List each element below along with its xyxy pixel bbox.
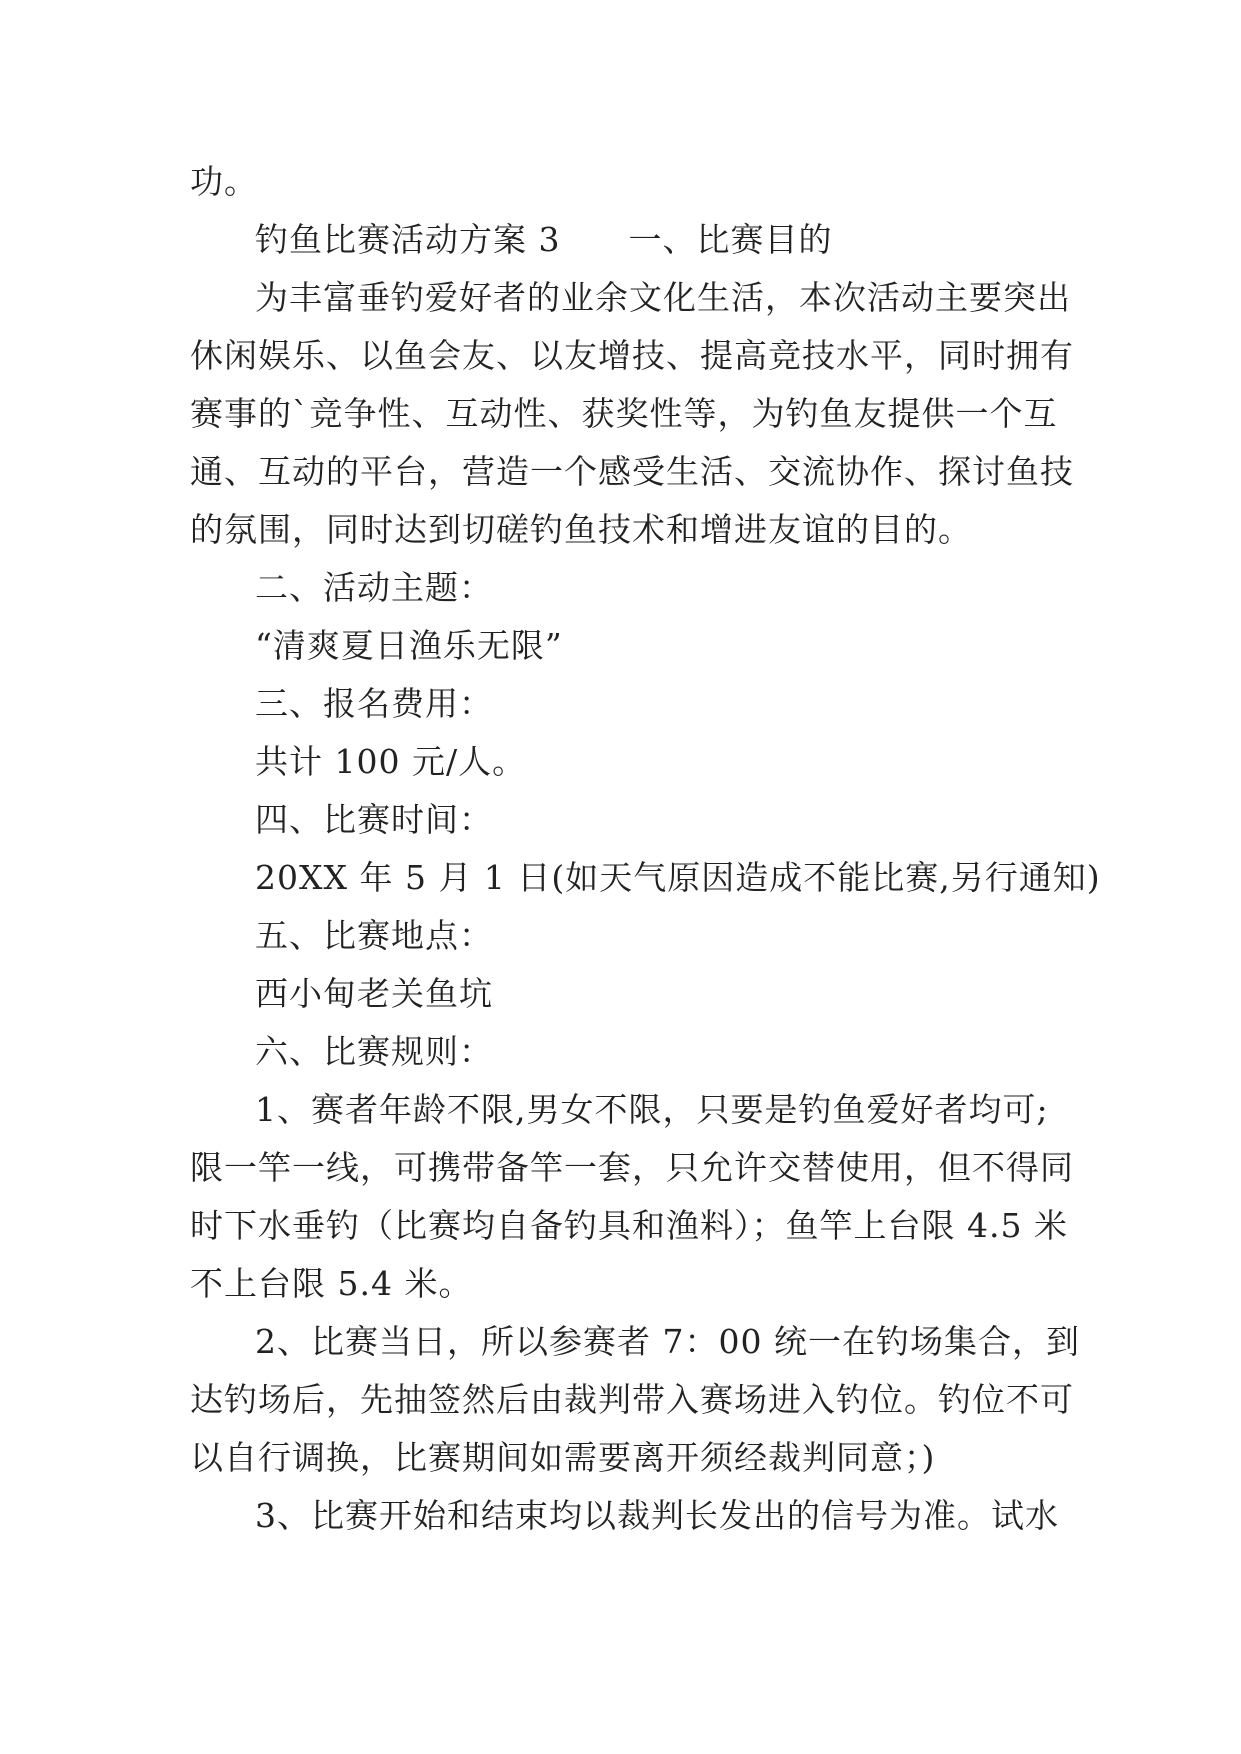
section-heading: 钓鱼比赛活动方案 3 一、比赛目的 — [255, 220, 833, 259]
text-line: 达钓场后，先抽签然后由裁判带入赛场进入钓位。钓位不可 — [190, 1380, 1074, 1419]
text-line: 西小甸老关鱼坑 — [255, 974, 493, 1013]
text-line: 共计 100 元/人。 — [255, 742, 527, 781]
section-heading: 四、比赛时间： — [255, 800, 493, 839]
text-line: 2、比赛当日，所以参赛者 7：00 统一在钓场集合，到 — [255, 1322, 1080, 1361]
text-line: 限一竿一线，可携带备竿一套，只允许交替使用，但不得同 — [190, 1148, 1074, 1187]
text-line: 的氛围，同时达到切磋钓鱼技术和增进友谊的目的。 — [190, 510, 972, 549]
text-line: 以自行调换，比赛期间如需要离开须经裁判同意；) — [190, 1438, 936, 1477]
section-heading: 三、报名费用： — [255, 684, 493, 723]
text-line: 不上台限 5.4 米。 — [190, 1264, 473, 1303]
text-line: 休闲娱乐、以鱼会友、以友增技、提高竞技水平，同时拥有 — [190, 336, 1074, 375]
section-heading: 二、活动主题： — [255, 568, 493, 607]
text-line: 3、比赛开始和结束均以裁判长发出的信号为准。试水 — [255, 1496, 1059, 1535]
section-heading: 六、比赛规则： — [255, 1032, 493, 1071]
text-line: “清爽夏日渔乐无限” — [255, 626, 563, 665]
text-line: 1、赛者年龄不限,男女不限，只要是钓鱼爱好者均可; — [255, 1090, 1049, 1129]
text-line: 时下水垂钓（比赛均自备钓具和渔料）；鱼竿上台限 4.5 米 — [190, 1206, 1068, 1245]
text-line: 20XX 年 5 月 1 日(如天气原因造成不能比赛,另行通知) — [255, 858, 1101, 897]
text-line: 通、互动的平台，营造一个感受生活、交流协作、探讨鱼技 — [190, 452, 1074, 491]
text-line: 赛事的`竞争性、互动性、获奖性等，为钓鱼友提供一个互 — [190, 394, 1058, 433]
text-line: 为丰富垂钓爱好者的业余文化生活，本次活动主要突出 — [255, 278, 1071, 317]
text-line: 功。 — [190, 162, 258, 201]
section-heading: 五、比赛地点： — [255, 916, 493, 955]
